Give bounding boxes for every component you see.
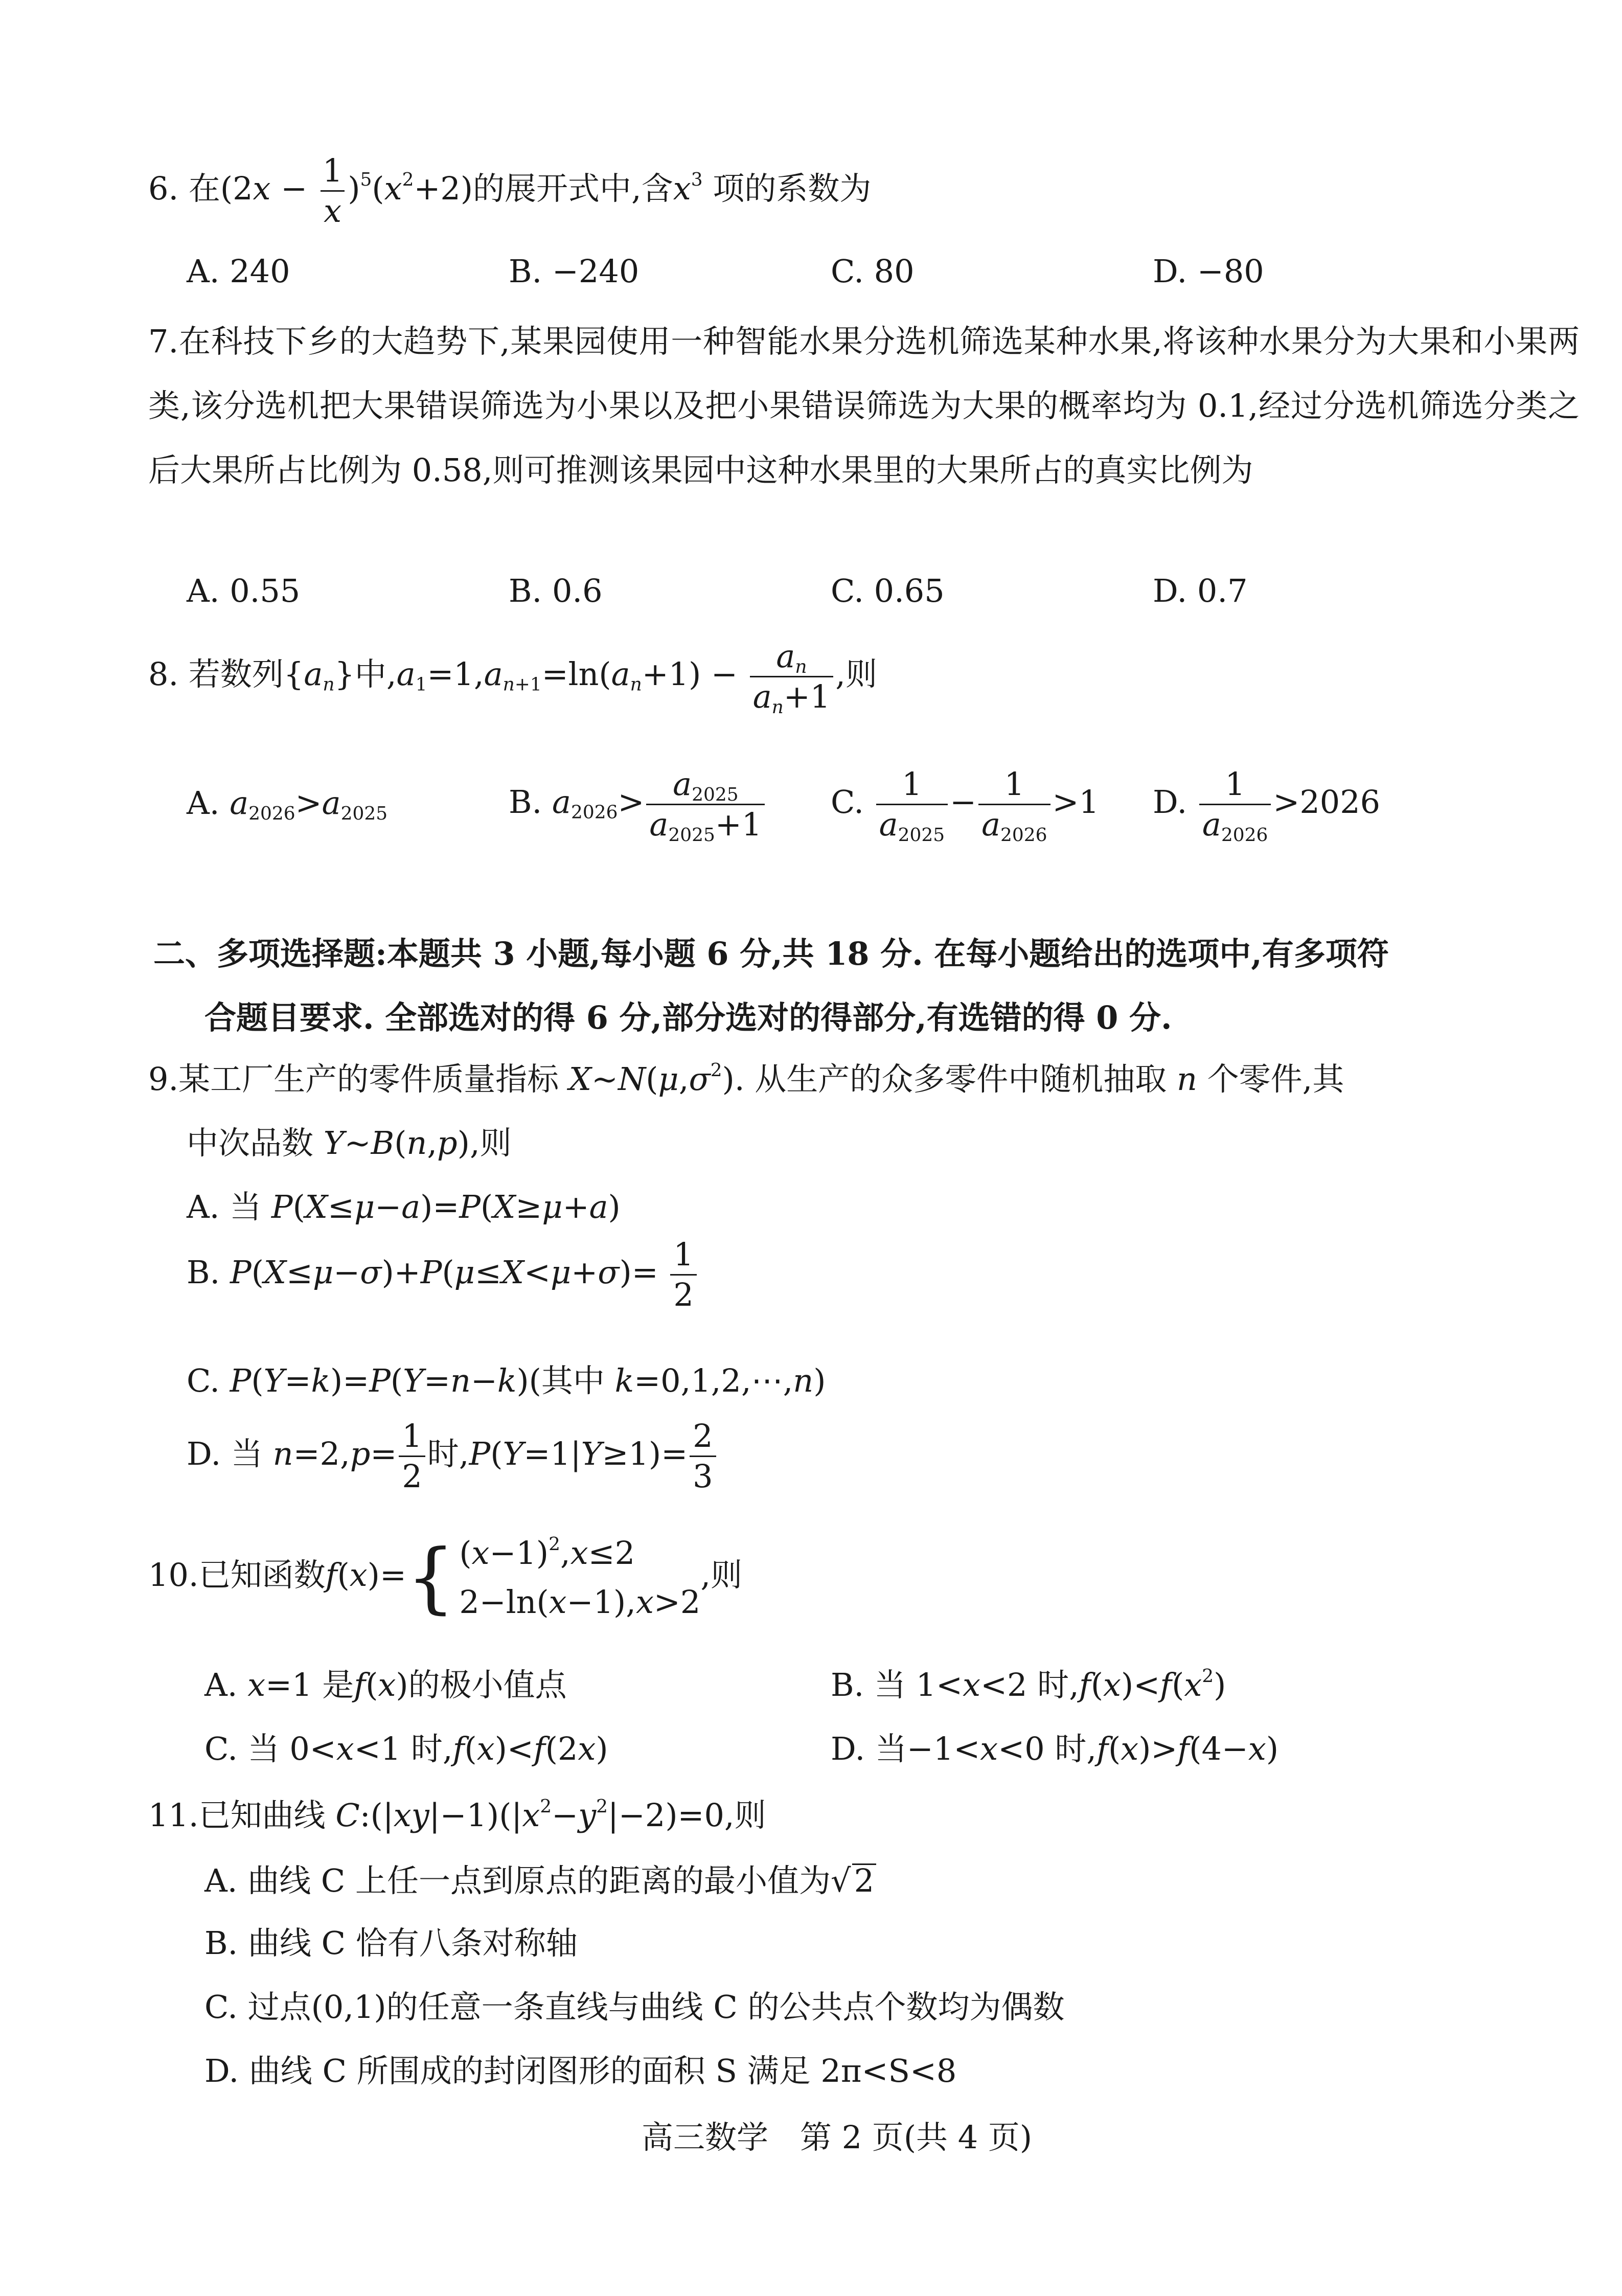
q8-option-d: D. $\frac{1}{a_{2026}}$ >2026 bbox=[1153, 765, 1381, 846]
q11-option-c: C. 过点(0,1)的任意一条直线与曲线 C 的公共点个数均为偶数 bbox=[204, 1988, 1065, 2026]
q6-option-d: D. −80 bbox=[1153, 253, 1264, 290]
q11-option-b: B. 曲线 C 恰有八条对称轴 bbox=[204, 1924, 578, 1962]
q7-option-d: D. 0.7 bbox=[1153, 572, 1248, 609]
q6-option-c: C. 80 bbox=[831, 253, 915, 290]
question-number: 6. bbox=[148, 169, 179, 207]
q8-option-b: B. $a_{2026}>$ $\frac{a_{2025}}{a_{2025}+1}$ bbox=[509, 767, 767, 842]
q8-option-a: A. $a_{2026}>a_{2025}$ bbox=[187, 784, 388, 824]
q7-option-a: A. 0.55 bbox=[187, 572, 301, 609]
question-6-stem: 6. 在(2x − $\frac{1}{x}$ )$^5(x^2+2)$的展开式中,含$x^3$ 项的系数为 bbox=[148, 152, 872, 230]
question-number: 11. bbox=[148, 1797, 199, 1834]
question-7-stem: 7.在科技下乡的大趋势下,某果园使用一种智能水果分选机筛选某种水果,将该种水果分为大果和小果两类,该分选机把大果错误筛选为小果以及把小果错误筛选为大果的概率均为 0.1,经过分选机筛选分类之后大果所占比例为 0.58,则可推测该果园中这种水果里的大果所占的真实比例为 bbox=[148, 323, 1580, 489]
q6-option-a: A. 240 bbox=[187, 253, 290, 290]
q9-option-c: C. P(Y=k)=P(Y=n−k)(其中 k=0,1,2,⋯,n) bbox=[187, 1362, 826, 1399]
q7-option-c: C. 0.65 bbox=[831, 572, 945, 609]
section-2-heading-cont: 合题目要求. 全部选对的得 6 分,部分选对的得部分,有选错的得 0 分. bbox=[204, 999, 1172, 1036]
page-footer: 高三数学 第 2 页(共 4 页) bbox=[642, 2119, 1033, 2156]
q6-option-b: B. −240 bbox=[509, 253, 639, 290]
question-number: 8. bbox=[148, 655, 179, 693]
question-9-stem-cont: 中次品数 Y~B(n,p),则 bbox=[187, 1124, 512, 1162]
q10-option-d: D. 当−1<x<0 时,f(x)>f(4−x) bbox=[831, 1730, 1279, 1767]
q11-option-d: D. 曲线 C 所围成的封闭图形的面积 S 满足 2π<S<8 bbox=[204, 2052, 957, 2089]
question-number: 9. bbox=[148, 1060, 179, 1098]
brace-icon: { bbox=[406, 1533, 455, 1623]
q7-option-b: B. 0.6 bbox=[509, 572, 603, 609]
question-number: 7. bbox=[148, 323, 179, 360]
question-11-stem: 11.已知曲线 $C:(|xy|-1)(|x^2-y^2|-2)=0$,则 bbox=[148, 1796, 766, 1834]
q10-option-c: C. 当 0<x<1 时,f(x)<f(2x) bbox=[204, 1730, 608, 1767]
q11-option-a: A. 曲线 C 上任一点到原点的距离的最小值为√2 bbox=[204, 1863, 876, 1897]
sqrt-icon: √ bbox=[831, 1862, 851, 1899]
q8-option-c: C. $\frac{1}{a_{2025}}$ − $\frac{1}{a_{2026}}$ >1 bbox=[831, 765, 1099, 846]
q10-option-a: A. x=1 是f(x)的极小值点 bbox=[204, 1666, 567, 1703]
q9-option-b: B. P(X≤μ−σ)+P(μ≤X<μ+σ)= $\frac{1}{2}$ bbox=[187, 1237, 699, 1312]
q9-option-a: A. 当 P(X≤μ−a)=P(X≥μ+a) bbox=[187, 1188, 621, 1225]
question-9-stem: 9.某工厂生产的零件质量指标 $X\sim N(\mu,\sigma^2)$. 从生产的众多零件中随机抽取 n 个零件,其 bbox=[148, 1060, 1344, 1098]
q9-option-d: D. 当 n=2,p= $\frac{1}{2}$ 时,P(Y=1|Y≥1)= $\frac{2}{3}$ bbox=[187, 1419, 718, 1494]
section-2-heading: 二、多项选择题:本题共 3 小题,每小题 6 分,共 18 分. 在每小题给出的选项中,有多项符 bbox=[153, 935, 1389, 972]
question-8-stem: 8. 若数列$\{a_n\}$中$,a_1=1,a_{n+1}=\ln(a_n+1)$ − $\frac{a_n}{a_n+1}$ ,则 bbox=[148, 638, 877, 718]
question-number: 10. bbox=[148, 1556, 199, 1594]
question-10-stem: 10.已知函数f(x)={ $(x-1)^2,x\le 2$ 2−ln(x−1),x>2 ,则 bbox=[148, 1533, 743, 1623]
q10-option-b: B. 当 1<x<2 时$,f(x)<f(x^2)$ bbox=[831, 1666, 1226, 1703]
